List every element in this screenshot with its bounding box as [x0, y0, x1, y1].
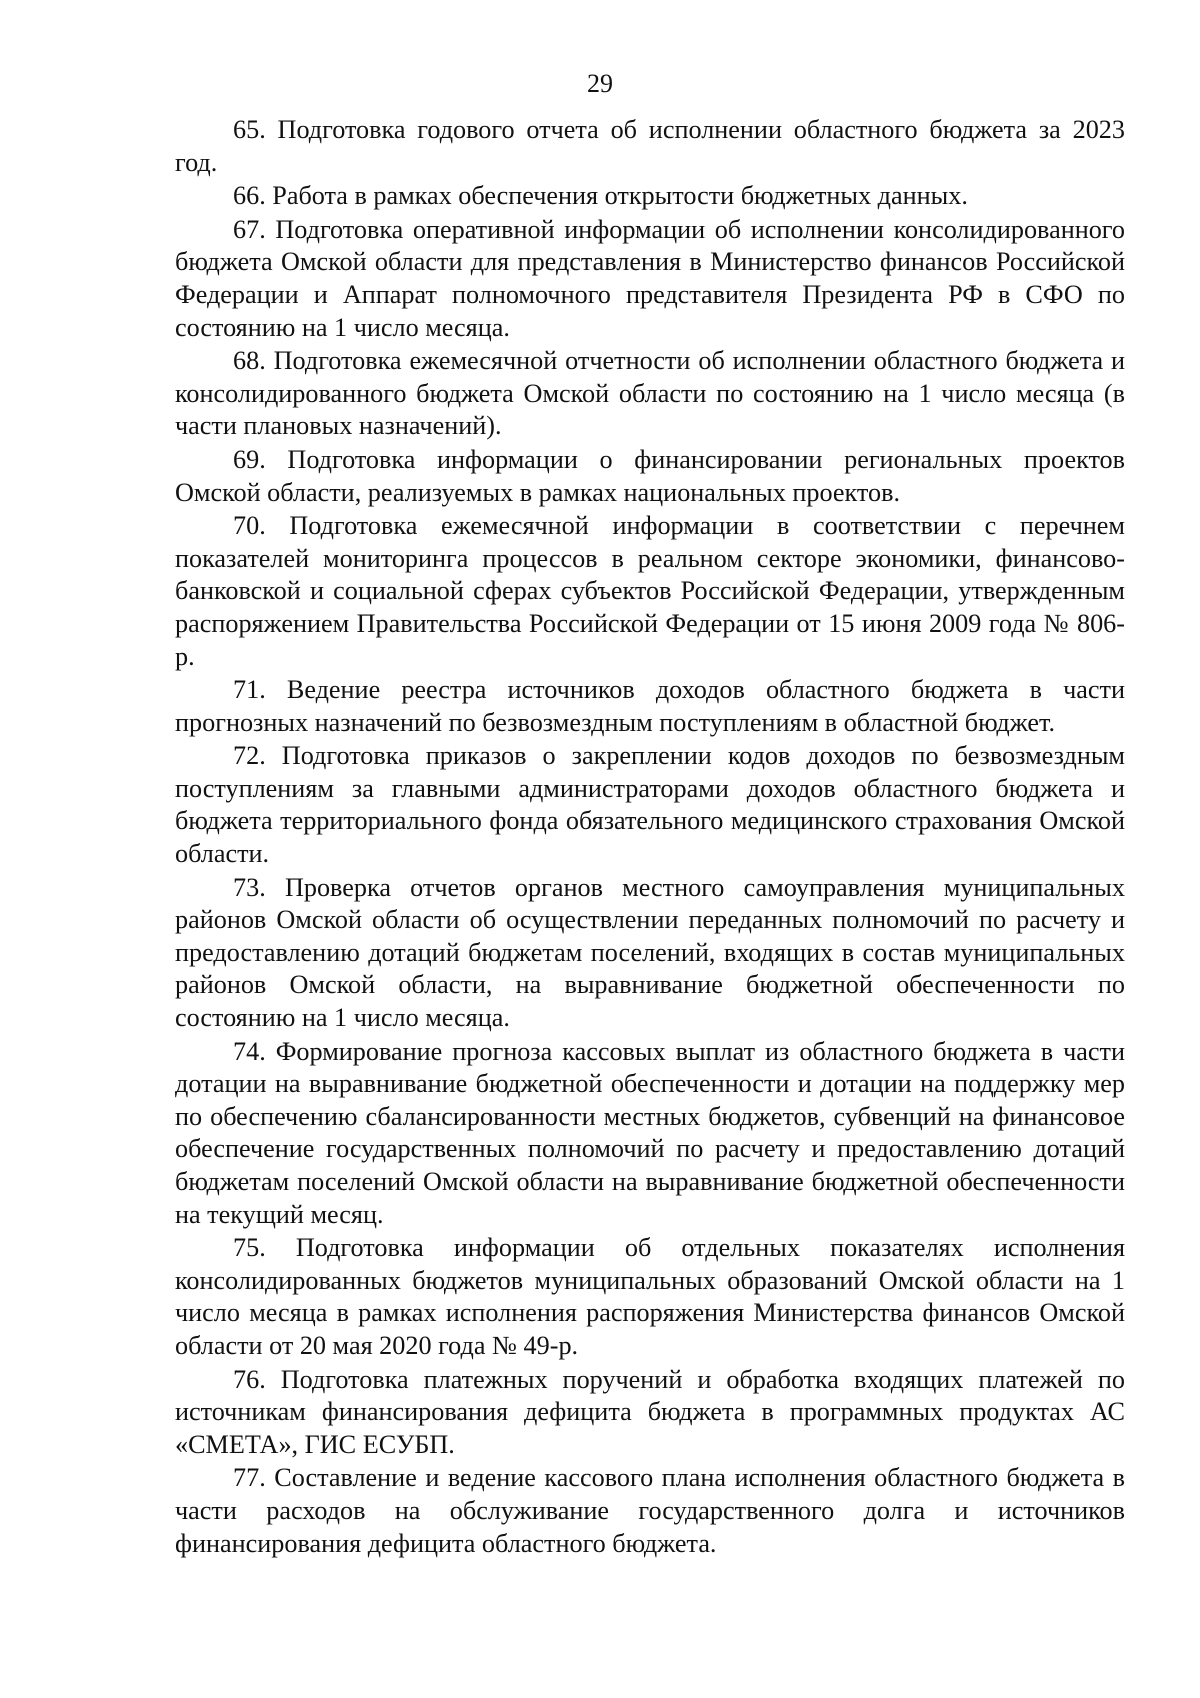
paragraph-75: 75. Подготовка информации об отдельных показателях исполнения консолидированных бюджетов муниципальных образований Омской области на 1 число месяца в рамках исполнения распоряжения Министерства финансов Омской области от 20 мая 2020 года № 49-р. — [175, 1233, 1125, 1360]
paragraph-71: 71. Ведение реестра источников доходов областного бюджета в части прогнозных назначений по безвозмездным поступлениям в областной бюджет. — [175, 675, 1125, 737]
page-number: 29 — [587, 69, 613, 98]
paragraph-70: 70. Подготовка ежемесячной информации в соответствии с перечнем показателей мониторинга процессов в реальном секторе экономики, финансово-банковской и социальной сферах субъектов Российской Федерации, утвержденным распоряжением Правительства Российской Федерации от 15 июня 2009 года № 806-р. — [175, 511, 1125, 671]
paragraph-67: 67. Подготовка оперативной информации об исполнении консолидированного бюджета Омской области для представления в Министерство финансов Российской Федерации и Аппарат полномочного представителя Президента РФ в СФО по состоянию на 1 число месяца. — [175, 214, 1125, 342]
paragraph-65: 65. Подготовка годового отчета об исполнении областного бюджета за 2023 год. — [175, 115, 1125, 177]
paragraph-68: 68. Подготовка ежемесячной отчетности об исполнении областного бюджета и консолидированного бюджета Омской области по состоянию на 1 число месяца (в части плановых назначений). — [175, 346, 1125, 441]
paragraph-77: 77. Составление и ведение кассового плана исполнения областного бюджета в части расходов на обслуживание государственного долга и источников финансирования дефицита областного бюджета. — [175, 1463, 1125, 1558]
paragraph-73: 73. Проверка отчетов органов местного самоуправления муниципальных районов Омской области об осуществлении переданных полномочий по расчету и предоставлению дотаций бюджетам поселений, входящих в состав муниципальных районов Омской области, на выравнивание бюджетной обеспеченности по состоянию на 1 число месяца. — [175, 872, 1125, 1033]
paragraph-66: 66. Работа в рамках обеспечения открытости бюджетных данных. — [233, 181, 968, 211]
paragraph-69: 69. Подготовка информации о финансировании региональных проектов Омской области, реализуемых в рамках национальных проектов. — [175, 444, 1125, 507]
paragraph-76: 76. Подготовка платежных поручений и обработка входящих платежей по источникам финансирования дефицита бюджета в программных продуктах АС «СМЕТА», ГИС ЕСУБП. — [175, 1364, 1125, 1459]
paragraph-72: 72. Подготовка приказов о закреплении кодов доходов по безвозмездным поступлениям за главными администраторами доходов областного бюджета и бюджета территориального фонда обязательного медицинского страхования Омской области. — [175, 741, 1125, 869]
paragraph-74: 74. Формирование прогноза кассовых выплат из областного бюджета в части дотации на выравнивание бюджетной обеспеченности и дотации на поддержку мер по обеспечению сбалансированности местных бюджетов, субвенций на финансовое обеспечение государственных полномочий по расчету и предоставлению дотаций бюджетам поселений Омской области на выравнивание бюджетной обеспеченности на текущий месяц. — [175, 1036, 1125, 1229]
document-body — [175, 114, 1125, 1561]
